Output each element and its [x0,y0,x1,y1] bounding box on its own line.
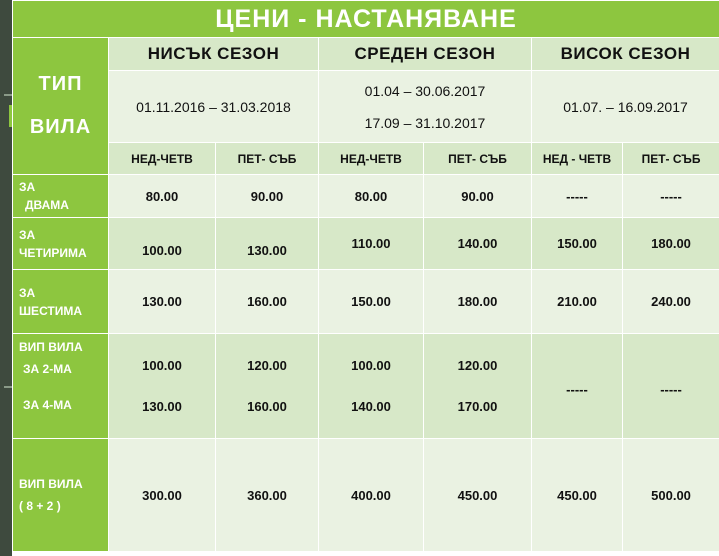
price-cell [109,218,216,270]
slide-left-bar [0,0,12,556]
table-row [13,270,719,334]
price-value: 160.00 [247,399,287,414]
price-cell: 90.00 [216,175,319,218]
row-label [13,218,109,270]
row-label [13,175,109,218]
price-value: 100.00 [142,358,182,373]
row-label-line: ( 8 + 2 ) [19,499,61,513]
price-cell: ----- [623,175,719,218]
price-value: 170.00 [457,399,498,414]
price-cell: 90.00 [424,175,532,218]
row-label-line: ВИП ВИЛА [19,477,83,491]
season-low-dates [109,71,319,143]
day-label: ПЕТ- СЪБ [424,143,532,175]
price-cell: 240.00 [623,270,719,334]
row-label [13,334,109,439]
price-cell [424,334,532,439]
price-cell: 360.00 [216,439,319,552]
row-label-line: ЗА [19,285,36,300]
price-cell: ----- [623,334,719,439]
price-cell [319,334,424,439]
price-cell: 80.00 [319,175,424,218]
price-cell [109,334,216,439]
table-row [13,175,719,218]
day-label: ПЕТ- СЪБ [216,143,319,175]
price-cell: 180.00 [424,270,532,334]
table-title: ЦЕНИ - НАСТАНЯВАНЕ [13,1,719,38]
row-label-line: ВИП ВИЛА [19,340,83,354]
row-label-line: ШЕСТИМА [19,303,83,318]
season-mid-date-range-1: 01.04 – 30.06.2017 [364,82,486,99]
price-cell: 180.00 [623,218,719,270]
price-cell: 300.00 [109,439,216,552]
row-label [13,439,109,552]
day-label: НЕД-ЧЕТВ [109,143,216,175]
price-table [12,0,719,552]
type-header [13,38,109,175]
season-mid-name: СРЕДЕН СЕЗОН [319,38,532,71]
price-cell: ----- [532,334,623,439]
season-low-name: НИСЪК СЕЗОН [109,38,319,71]
season-high-dates [532,71,719,143]
day-label: ПЕТ- СЪБ [623,143,719,175]
price-value: 120.00 [457,358,498,373]
bar-ridge [4,94,12,96]
row-label-line: ЗА [19,227,36,242]
season-mid-date-range-2: 17.09 – 31.10.2017 [364,114,486,131]
table-row [13,334,719,439]
row-label-line: ЗА [19,180,36,194]
price-cell [216,334,319,439]
row-label-line: ЗА 2-МА [23,362,72,376]
table-row [13,439,719,552]
day-label: НЕД-ЧЕТВ [319,143,424,175]
day-label: НЕД - ЧЕТВ [532,143,623,175]
row-label-line: ДВАМА [25,198,69,212]
season-mid-dates [319,71,532,143]
row-label [13,270,109,334]
price-cell: 450.00 [424,439,532,552]
price-cell: 140.00 [424,218,532,270]
price-cell: 80.00 [109,175,216,218]
price-value: 100.00 [351,358,391,373]
season-high-date-range: 01.07. – 16.09.2017 [563,98,688,115]
price-value: 100.00 [142,243,182,258]
price-cell: 150.00 [532,218,623,270]
row-label-line: ЗА 4-МА [23,398,72,412]
price-cell: 450.00 [532,439,623,552]
table-row [13,218,719,270]
price-cell [216,218,319,270]
price-cell: 130.00 [109,270,216,334]
price-cell: 210.00 [532,270,623,334]
price-value: 140.00 [351,399,391,414]
price-value: 130.00 [247,243,287,258]
bar-ridge [4,386,12,388]
price-cell: 150.00 [319,270,424,334]
type-header-line2: ВИЛА [29,116,92,138]
price-cell: 160.00 [216,270,319,334]
season-high-name: ВИСОК СЕЗОН [532,38,719,71]
price-cell: 500.00 [623,439,719,552]
price-cell: 110.00 [319,218,424,270]
price-cell: ----- [532,175,623,218]
price-value: 130.00 [142,399,182,414]
price-value: 120.00 [247,358,287,373]
season-low-date-range: 01.11.2016 – 31.03.2018 [136,98,291,115]
price-cell: 400.00 [319,439,424,552]
type-header-line1: ТИП [38,73,83,95]
row-label-line: ЧЕТИРИМА [19,245,87,260]
